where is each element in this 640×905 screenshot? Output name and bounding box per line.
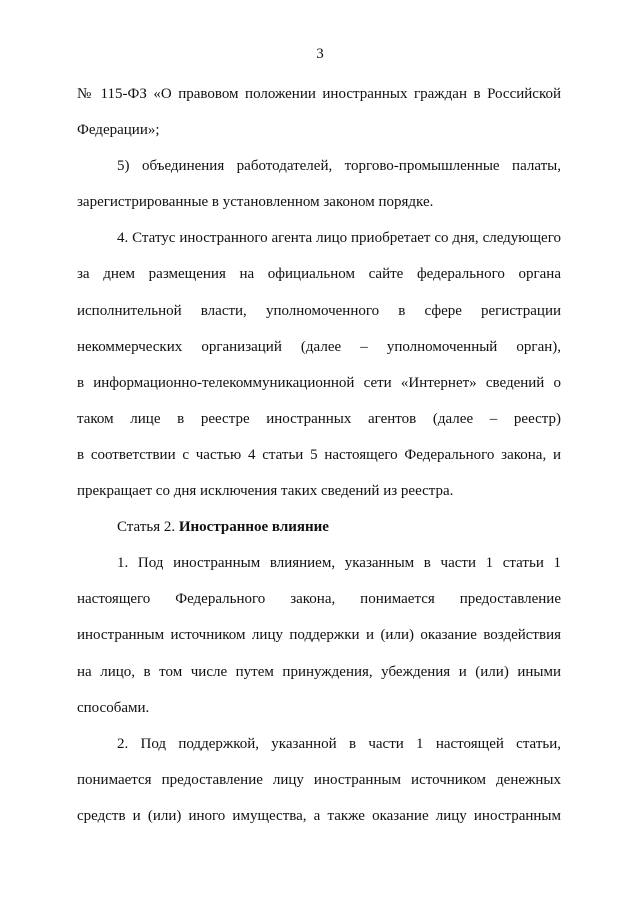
document-body xyxy=(77,84,561,842)
text-line: Федерации»; xyxy=(77,122,160,139)
text-line: 1. Под иностранным влиянием, указанным в части 1 статьи 1 xyxy=(117,555,561,572)
text-line: понимается предоставление лицу иностранным источником денежных xyxy=(77,771,561,788)
text-line: в соответствии с частью 4 статьи 5 настоящего Федерального закона, и xyxy=(77,446,561,463)
text-line: способами. xyxy=(77,699,150,716)
text-line: 4. Статус иностранного агента лицо приобретает со дня, следующего xyxy=(117,230,561,247)
text-line: № 115-ФЗ «О правовом положении иностранных граждан в Российской xyxy=(77,86,561,102)
article-title: Иностранное влияние xyxy=(178,519,329,536)
article-heading xyxy=(77,517,561,553)
text-line: 2. Под поддержкой, указанной в части 1 настоящей статьи, xyxy=(117,735,561,752)
text-line: иностранным источником лицу поддержки и (или) оказание воздействия xyxy=(77,627,561,644)
text-line: зарегистрированные в установленном законом порядке. xyxy=(77,194,434,211)
text-line: в информационно-телекоммуникационной сети «Интернет» сведений о xyxy=(77,374,561,391)
text-line: исполнительной власти, уполномоченного в сфере регистрации xyxy=(77,302,561,319)
text-line: 5) объединения работодателей, торгово-промышленные палаты, xyxy=(117,158,561,175)
text-line: прекращает со дня исключения таких сведений из реестра. xyxy=(77,483,454,500)
text-line: средств и (или) иного имущества, а также оказание лицу иностранным xyxy=(77,807,561,824)
text-line: настоящего Федерального закона, понимается предоставление xyxy=(77,591,561,608)
text-line: таком лице в реестре иностранных агентов (далее – реестр) xyxy=(77,410,561,427)
text-line: на лицо, в том числе путем принуждения, убеждения и (или) иными xyxy=(77,663,561,680)
article-number: Статья 2. xyxy=(117,519,176,536)
text-line: некоммерческих организаций (далее – уполномоченный орган), xyxy=(77,338,561,355)
text-line: за днем размещения на официальном сайте федерального органа xyxy=(77,266,561,283)
page-number: 3 xyxy=(316,46,324,62)
